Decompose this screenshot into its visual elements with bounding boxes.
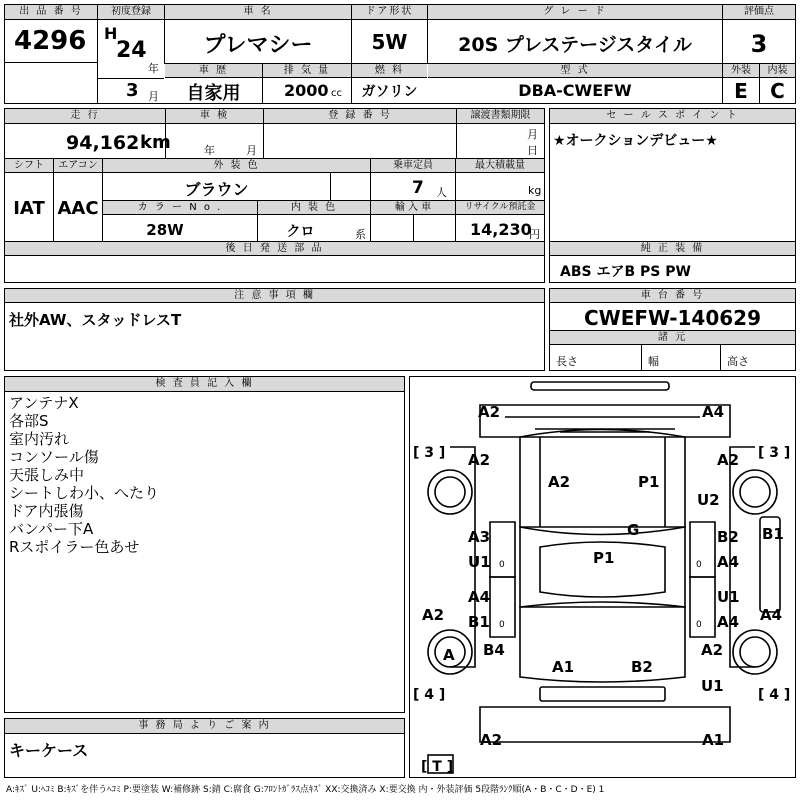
note-line: バンパー下A	[9, 520, 94, 538]
mark-door-fr-b: A4	[717, 553, 740, 571]
mark-rear-left: A2	[480, 731, 503, 749]
exterior-score: E	[734, 79, 748, 103]
mark-fender-fl: A2	[468, 451, 491, 469]
mark-interior: P1	[593, 549, 615, 567]
mileage-label: 走 行	[5, 109, 165, 124]
mark-tire-fr: [ 3 ]	[758, 445, 791, 461]
mark-door-rl-b: B1	[468, 613, 490, 631]
interior-score: C	[770, 79, 785, 103]
mark-quarter-rl: B4	[483, 641, 505, 659]
mark-wheel-rl: A	[443, 646, 455, 664]
svg-text:0: 0	[696, 560, 702, 570]
sales-point-text: ★オークションデビュー★	[553, 133, 718, 149]
equipment: ABS エアB PS PW	[560, 264, 691, 280]
fuel-label: 燃 料	[352, 64, 427, 78]
mark-quarter-rr: A2	[701, 641, 724, 659]
width-label: 幅	[648, 355, 659, 368]
inspection-label: 車 検	[166, 109, 263, 124]
mark-front-left: A2	[478, 403, 501, 421]
displacement-unit: cc	[331, 88, 342, 99]
note-line: ドア内張傷	[9, 502, 84, 520]
mark-door-rr-b: A4	[717, 613, 740, 631]
capacity-label: 乗車定員	[371, 159, 455, 173]
spec-label: 諸 元	[550, 331, 795, 345]
note-line: 各部S	[9, 412, 49, 430]
mileage-unit: km	[140, 132, 171, 153]
note-line: アンテナX	[9, 394, 79, 412]
legend: A:ｷｽﾞ U:ﾍｺﾐ B:ｷｽﾞを伴うﾍｺﾐ P:要塗装 W:補修跡 S:錆 C:腐食 G:ﾌﾛﾝﾄｶﾞﾗｽ点ｷｽﾞ XX:交換済み X:要交換 内・外装評価 5段階ﾗﾝｸ順(A・B・C・D・E) 1	[6, 785, 605, 795]
inspection-year-unit: 年	[204, 144, 215, 157]
year-unit: 年	[148, 62, 159, 75]
grade-label: グ レ ー ド	[428, 5, 722, 20]
shift-label: シフト	[5, 159, 53, 173]
reg-no-label: 登 録 番 号	[264, 109, 456, 124]
color-no-label: カ ラ ー N o .	[103, 201, 257, 215]
mark-rr-u: U1	[701, 677, 724, 695]
exterior-label: 外装	[723, 64, 759, 78]
mark-door-fl-b: U1	[468, 553, 491, 571]
int-color-unit: 系	[355, 228, 366, 241]
model: DBA-CWEFW	[518, 81, 632, 100]
fuel: ガソリン	[361, 84, 418, 100]
mark-rear-right: A1	[702, 731, 725, 749]
mileage: 94,162	[66, 132, 140, 154]
inspector-label: 検 査 員 記 入 欄	[5, 377, 404, 392]
displacement: 2000	[284, 81, 329, 100]
mark-front-right: A4	[702, 403, 725, 421]
history-label: 車 歴	[165, 64, 262, 78]
mark-step-r: B1	[762, 525, 784, 543]
month-unit: 月	[148, 90, 159, 103]
mark-tire-rl: [ 4 ]	[413, 687, 446, 703]
mark-hood-l: A2	[548, 473, 571, 491]
note-line: コンソール傷	[9, 448, 99, 466]
chassis-number: CWEFW-140629	[583, 306, 762, 330]
import-label: 輸 入 車	[371, 201, 455, 215]
first-reg-label: 初度登録	[98, 5, 164, 20]
car-diagram	[409, 376, 796, 778]
doors: 5W	[371, 30, 408, 54]
recycle: 14,230	[470, 220, 532, 239]
aircon-label: エアコン	[54, 159, 102, 173]
mark-side-rl: A2	[422, 606, 445, 624]
inspection-month-unit: 月	[246, 144, 257, 157]
doors-label: ドア形状	[352, 5, 427, 20]
interior-label: 内装	[760, 64, 795, 78]
length-label: 長さ	[556, 355, 578, 368]
lot-no-label: 出 品 番 号	[5, 5, 97, 20]
note-line: シートしわ小、へたり	[9, 484, 160, 502]
grade: 20S プレステージスタイル	[458, 34, 692, 56]
max-load-label: 最大積載量	[456, 159, 544, 173]
note-line: 室内汚れ	[9, 430, 70, 448]
int-color: クロ	[286, 224, 315, 240]
mark-door-rl-a: A4	[468, 588, 491, 606]
color-no: 28W	[146, 221, 184, 239]
caution-label: 注 意 事 項 欄	[5, 289, 544, 303]
aircon: AAC	[57, 198, 99, 219]
car-name-label: 車 名	[165, 5, 351, 20]
office-text: キーケース	[9, 741, 89, 760]
reg-month: 3	[126, 80, 139, 101]
mark-door-fl-a: A3	[468, 528, 491, 546]
score: 3	[750, 30, 768, 58]
mark-door-rr-a: U1	[717, 588, 740, 606]
svg-text:0: 0	[499, 560, 505, 570]
mark-tail-l: A1	[552, 658, 575, 676]
ext-color-label: 外 装 色	[103, 159, 370, 173]
car-name: プレマシー	[203, 33, 313, 58]
inspector-notes	[9, 394, 399, 556]
mark-tire-spare: [ T ]	[421, 759, 454, 775]
height-label: 高さ	[727, 355, 749, 368]
mark-fender-fr: A2	[717, 451, 740, 469]
int-color-label: 内 装 色	[258, 201, 370, 215]
model-label: 型 式	[428, 64, 722, 78]
reg-year: 24	[116, 38, 147, 63]
mark-side-rr: A4	[760, 606, 783, 624]
shift: IAT	[13, 198, 45, 219]
transfer-day-unit: 日	[527, 144, 538, 157]
transfer-label: 譲渡書類期限	[457, 109, 544, 124]
car-outline	[410, 377, 795, 777]
capacity-unit: 人	[436, 186, 447, 199]
recycle-unit: 円	[529, 228, 540, 241]
lot-no: 4296	[14, 26, 87, 56]
mark-roof: G	[627, 521, 640, 539]
later-parts-label: 後 日 発 送 部 品	[5, 242, 544, 256]
displacement-label: 排 気 量	[263, 64, 351, 78]
history: 自家用	[186, 83, 241, 104]
svg-text:0: 0	[696, 620, 702, 630]
transfer-month-unit: 月	[527, 128, 538, 141]
note-line: Rスポイラー色あせ	[9, 538, 140, 556]
score-label: 評価点	[723, 5, 795, 20]
svg-text:0: 0	[499, 620, 505, 630]
mark-tail-r: B2	[631, 658, 653, 676]
mark-tire-rr: [ 4 ]	[758, 687, 791, 703]
capacity: 7	[412, 178, 424, 198]
office-label: 事 務 局 よ り ご 案 内	[5, 719, 404, 734]
ext-color: ブラウン	[184, 180, 249, 199]
equipment-label: 純 正 装 備	[550, 242, 795, 256]
note-line: 天張しみ中	[9, 466, 85, 484]
caution-text: 社外AW、スタッドレスT	[9, 311, 182, 329]
chassis-label: 車 台 番 号	[550, 289, 795, 303]
mark-pillar-r: U2	[697, 491, 720, 509]
mark-door-fr-a: B2	[717, 528, 739, 546]
recycle-label: リサイクル預託金	[456, 201, 544, 215]
mark-tire-fl: [ 3 ]	[413, 445, 446, 461]
max-load-unit: kg	[528, 184, 542, 197]
sales-point-label: セ ー ル ス ポ イ ン ト	[550, 109, 795, 124]
era: H	[104, 24, 118, 43]
mark-hood-r: P1	[638, 473, 660, 491]
